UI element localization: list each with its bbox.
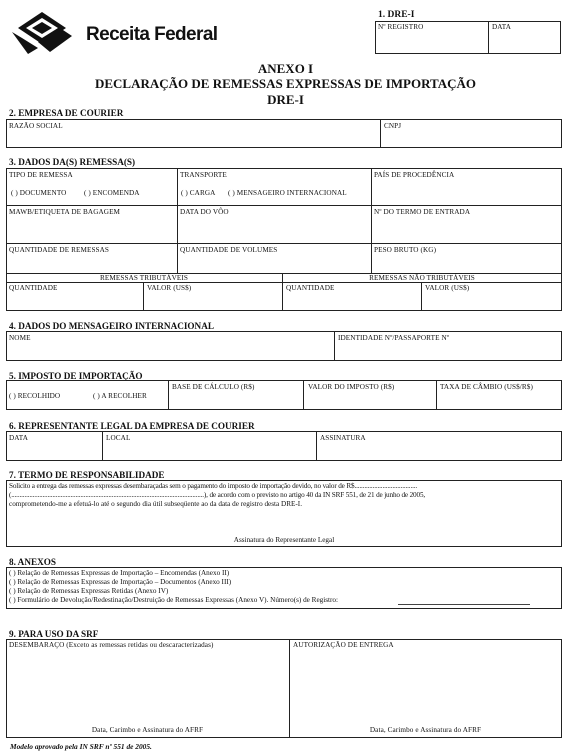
valor-imposto-field[interactable]: VALOR DO IMPOSTO (R$) xyxy=(308,383,395,391)
tributaveis-quantidade-field[interactable]: QUANTIDADE xyxy=(9,284,58,292)
representante-assinatura-field[interactable]: ASSINATURA xyxy=(320,434,366,442)
autorizacao-stamp-label: Data, Carimbo e Assinatura do AFRF xyxy=(369,726,482,734)
representante-data-field[interactable]: DATA xyxy=(9,434,28,442)
desembaraco-stamp-label: Data, Carimbo e Assinatura do AFRF xyxy=(91,726,204,734)
tributaveis-valor-field[interactable]: VALOR (US$) xyxy=(147,284,192,292)
legal-representative-signature-label: Assinatura do Representante Legal xyxy=(233,536,335,544)
nao-tributaveis-quantidade-field[interactable]: QUANTIDADE xyxy=(286,284,335,292)
remessas-nao-tributaveis-header: REMESSAS NÃO TRIBUTÁVEIS xyxy=(369,274,475,282)
form-id-title: 1. DRE-I xyxy=(378,10,415,20)
section-7-title: 7. TERMO DE RESPONSABILIDADE xyxy=(9,470,165,480)
responsibility-line-3: comprometendo-me a efetuá-lo até o segundo dia útil subseqüente ao da data de registro desta DRE-I. xyxy=(9,500,302,508)
representative-box xyxy=(6,431,562,461)
razao-social-field[interactable]: RAZÃO SOCIAL xyxy=(9,122,63,130)
declaration-title: DECLARAÇÃO DE REMESSAS EXPRESSAS DE IMPORTAÇÃO xyxy=(94,76,477,91)
a-recolher-checkbox[interactable]: ( ) A RECOLHER xyxy=(93,392,147,400)
section-5-title: 5. IMPOSTO DE IMPORTAÇÃO xyxy=(9,371,143,381)
nome-field[interactable]: NOME xyxy=(9,334,31,342)
termo-entrada-field[interactable]: Nº DO TERMO DE ENTRADA xyxy=(374,208,471,216)
transporte-label: TRANSPORTE xyxy=(180,171,227,179)
encomenda-checkbox[interactable]: ( ) ENCOMENDA xyxy=(84,189,140,197)
documento-checkbox[interactable]: ( ) DOCUMENTO xyxy=(11,189,67,197)
identidade-passaporte-field[interactable]: IDENTIDADE Nº/PASSAPORTE Nº xyxy=(338,334,450,342)
section-6-title: 6. REPRESENTANTE LEGAL DA EMPRESA DE COURIER xyxy=(9,421,255,431)
section-8-title: 8. ANEXOS xyxy=(9,557,56,567)
cnpj-field[interactable]: CNPJ xyxy=(384,122,402,130)
data-label: DATA xyxy=(492,23,511,31)
registration-number-line[interactable] xyxy=(398,604,530,605)
representante-local-field[interactable]: LOCAL xyxy=(106,434,131,442)
model-approval-footer: Modelo aprovado pela IN SRF nº 551 de 2005. xyxy=(10,742,152,751)
section-3-title: 3. DADOS DA(S) REMESSA(S) xyxy=(9,157,136,167)
base-calculo-field[interactable]: BASE DE CÁLCULO (R$) xyxy=(172,383,255,391)
desembaraco-field[interactable]: DESEMBARAÇO (Exceto as remessas retidas ou descaracterizadas) xyxy=(9,641,214,649)
messenger-box xyxy=(6,331,562,361)
pais-procedencia-field[interactable]: PAÍS DE PROCEDÊNCIA xyxy=(374,171,455,179)
mawb-field[interactable]: MAWB/ETIQUETA DE BAGAGEM xyxy=(9,208,121,216)
nao-tributaveis-valor-field[interactable]: VALOR (US$) xyxy=(425,284,470,292)
dre-title: DRE-I xyxy=(267,92,304,107)
annex-v-checkbox[interactable]: ( ) Formulário de Devolução/Redestinação/Destruição de Remessas Expressas (Anexo V). Número(s) de Registro: xyxy=(9,596,339,604)
tipo-remessa-label: TIPO DE REMESSA xyxy=(9,171,73,179)
section-4-title: 4. DADOS DO MENSAGEIRO INTERNACIONAL xyxy=(9,321,214,331)
logo-text: Receita Federal xyxy=(86,24,218,45)
autorizacao-entrega-field[interactable]: AUTORIZAÇÃO DE ENTREGA xyxy=(293,641,394,649)
mensageiro-checkbox[interactable]: ( ) MENSAGEIRO INTERNACIONAL xyxy=(228,189,347,197)
annex-iv-checkbox[interactable]: ( ) Relação de Remessas Expressas Retidas (Anexo IV) xyxy=(9,587,169,595)
remessas-tributaveis-header: REMESSAS TRIBUTÁVEIS xyxy=(100,274,188,282)
section-9-title: 9. PARA USO DA SRF xyxy=(9,629,99,639)
responsibility-line-2: (.....................................................................................................................), de acordo com o previsto no artigo 40 da IN SRF 551, de 21 de junho de 2005, xyxy=(9,491,426,499)
section-2-title: 2. EMPRESA DE COURIER xyxy=(9,108,124,118)
receita-federal-emblem-icon xyxy=(8,8,88,60)
courier-box xyxy=(6,119,562,148)
quantidade-volumes-field[interactable]: QUANTIDADE DE VOLUMES xyxy=(180,246,278,254)
annex-ii-checkbox[interactable]: ( ) Relação de Remessas Expressas de Importação – Encomendas (Anexo II) xyxy=(9,569,230,577)
recolhido-checkbox[interactable]: ( ) RECOLHIDO xyxy=(9,392,61,400)
carga-checkbox[interactable]: ( ) CARGA xyxy=(181,189,216,197)
peso-bruto-field[interactable]: PESO BRUTO (KG) xyxy=(374,246,437,254)
annex-iii-checkbox[interactable]: ( ) Relação de Remessas Expressas de Importação – Documentos (Anexo III) xyxy=(9,578,232,586)
quantidade-remessas-field[interactable]: QUANTIDADE DE REMESSAS xyxy=(9,246,110,254)
registro-label: Nº REGISTRO xyxy=(378,23,424,31)
responsibility-line-1: Solicito a entrega das remessas expressas desembaraçadas sem o pagamento do imposto de importação devido, no valor de R$...................................... xyxy=(9,482,418,490)
data-voo-field[interactable]: DATA DO VÔO xyxy=(180,208,229,216)
annex-title: ANEXO I xyxy=(257,61,314,76)
taxa-cambio-field[interactable]: TAXA DE CÂMBIO (US$/R$) xyxy=(440,383,533,391)
srf-use-box xyxy=(6,639,562,738)
